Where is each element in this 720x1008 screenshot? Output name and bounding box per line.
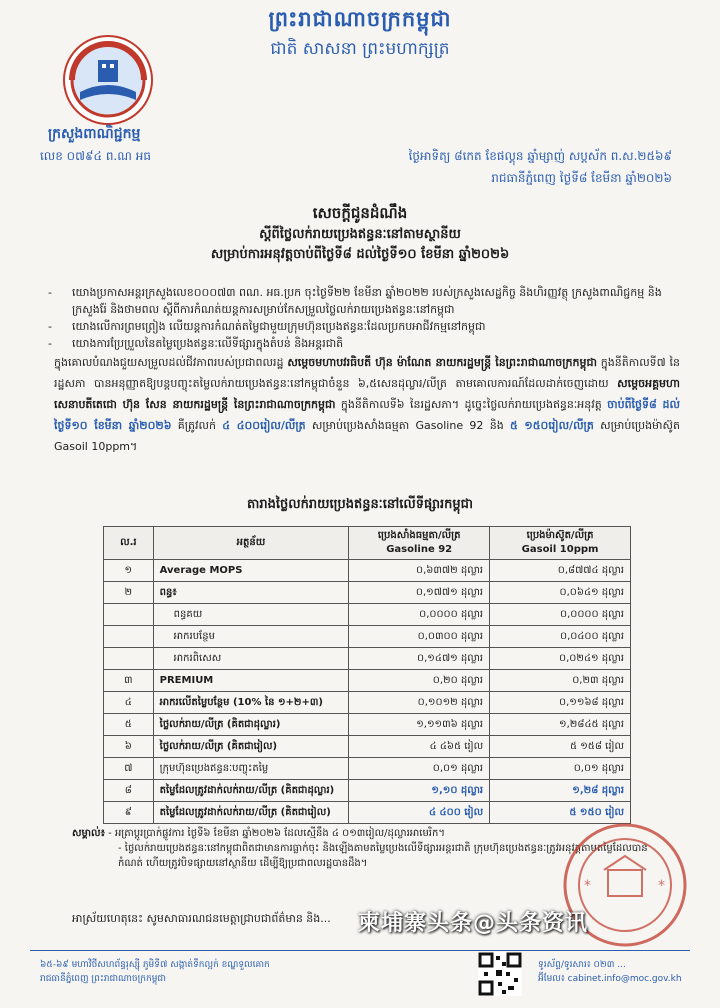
diesel-value: ០,២៣ ដុល្លារ <box>490 670 631 692</box>
notice-paragraph <box>54 352 680 457</box>
diesel-value: ០,០៦៤១ ដុល្លារ <box>490 582 631 604</box>
row-description: អាករលើតម្លៃបន្ថែម (10% នៃ ១+២+៣) <box>153 692 349 714</box>
table-row <box>104 626 631 648</box>
notes-label: សម្គាល់៖ <box>72 828 105 839</box>
footer-contact <box>538 958 698 986</box>
gasoline-value: ០,១០១២ ដុល្លារ <box>349 692 490 714</box>
note-text: - អត្រាប្តូរប្រាក់ផ្លូវការ ថ្ងៃទី៦ ខែមីនា ឆ្នាំ២០២៦ ដែលស្មើនឹង ៤ ០១៣រៀល/ដុល្លារអាមេរិក។ <box>108 828 445 839</box>
reference-number: លេខ ០៧៩៤ ព.ណ អធ <box>40 149 151 163</box>
watermark-text: 柬埔寨头条@头条资讯 <box>358 911 589 936</box>
gasoline-value: ១,១០ ដុល្លារ <box>349 780 490 802</box>
table-row <box>104 758 631 780</box>
reference-item: - យោងប្រកាសអន្តរក្រសួងលេខ០០០៧៣ ពណ. អធ.ប្រក ចុះថ្ងៃទី២២ ខែមីនា ឆ្នាំ២០២២ របស់ក្រសួងសេដ្ឋកិច្ច និងហិរញ្ញវត្ថុ ក្រសួងពាណិជ្ជកម្ម និងក្រសួងរ៉ែ និងថាមពល ស្តីពីការកំណត់យន្តការសម្រាប់កែសម្រួលថ្លៃលក់រាយប្រេងឥន្ធនៈនៅកម្ពុជា <box>42 284 682 318</box>
row-number: ៦ <box>104 736 154 758</box>
notice-subject: ស្តីពីថ្លៃលក់រាយប្រេងឥន្ធនៈនៅតាមស្ថានីយ <box>259 227 461 242</box>
table-title: តារាងថ្លៃលក់រាយប្រេងឥន្ធនៈនៅលើទីផ្សារកម្ពុជា <box>246 497 474 512</box>
table-row <box>104 560 631 582</box>
gasoline-value: ០,០៣០០ ដុល្លារ <box>349 626 490 648</box>
reference-list <box>42 284 682 352</box>
diesel-value: ០,០០០០ ដុល្លារ <box>490 604 631 626</box>
svg-text:*: * <box>658 878 665 894</box>
row-description: ពន្ធ៖ <box>153 582 349 604</box>
gasoline-value: ០,០០០០ ដុល្លារ <box>349 604 490 626</box>
reference-item: - យោងលើការព្រមព្រៀង លើយន្តការកំណត់តម្លៃជាមួយក្រុមហ៊ុនប្រេងឥន្ធនៈដែលប្រកបអាជីវកម្មនៅកម្ពុជា <box>42 318 682 335</box>
address-line-2: រាជធានីភ្នំពេញ ព្រះរាជាណាចក្រកម្ពុជា <box>40 974 166 984</box>
row-number: ៩ <box>104 802 154 824</box>
col-header-diesel <box>490 527 631 560</box>
diesel-value: ០,១១៦៨ ដុល្លារ <box>490 692 631 714</box>
solar-date: រាជធានីភ្នំពេញ ថ្ងៃទី៨ ខែមីនា ឆ្នាំ២០២៦ <box>491 171 672 185</box>
paragraph-text: គឺត្រូវលក់ <box>171 419 223 432</box>
row-description: អាករពិសេស <box>153 648 349 670</box>
national-motto: ជាតិ សាសនា ព្រះមហាក្សត្រ <box>270 39 450 59</box>
table-row <box>104 648 631 670</box>
footer-address <box>40 958 420 986</box>
diesel-value: ៥ ១៥៨ រៀល <box>490 736 631 758</box>
notice-period: សម្រាប់ការអនុវត្តចាប់ពីថ្ងៃទី៨ ដល់ថ្ងៃទី១០ ខែមីនា ឆ្នាំ២០២៦ <box>210 247 510 262</box>
table-row <box>104 670 631 692</box>
row-description: អាករបន្ថែម <box>153 626 349 648</box>
paragraph-bold: សម្តេចអគ្គមហាសេនាបតីតេជោ ហ៊ុន សែន នាយករដ្ឋមន្ត្រី នៃព្រះរាជាណាចក្រកម្ពុជា <box>54 377 680 411</box>
paragraph-text: ក្នុងនីតិកាលទី៦ នៃរដ្ឋសភា។ ដូច្នេះថ្លៃលក់រាយប្រេងឥន្ធនៈអនុវត្ត <box>335 398 608 411</box>
paragraph-text: សម្រាប់ប្រេងម៉ាស៊ូត Gasoil 10ppm។ <box>54 419 680 453</box>
table-row <box>104 582 631 604</box>
col-header-no: ល.រ <box>104 527 154 560</box>
row-number: ៧ <box>104 758 154 780</box>
table-row <box>104 736 631 758</box>
gasoline-header-en: Gasoline 92 <box>386 544 453 555</box>
paragraph-bold: សម្តេចមហាបវរធិបតី ហ៊ុន ម៉ាណែត នាយករដ្ឋមន្ត្រី នៃព្រះរាជាណាចក្រកម្ពុជា <box>287 356 597 369</box>
table-header-row <box>104 527 631 560</box>
col-header-description: អត្ថន័យ <box>153 527 349 560</box>
row-number <box>104 626 154 648</box>
diesel-value: ១,២៨៤៥ ដុល្លារ <box>490 714 631 736</box>
table-row <box>104 714 631 736</box>
diesel-value: ០,០១ ដុល្លារ <box>490 758 631 780</box>
row-description: PREMIUM <box>153 670 349 692</box>
diesel-price: ៥ ១៥០រៀល/លីត្រ <box>509 419 594 432</box>
lunar-date: ថ្ងៃអាទិត្យ ៨កេត ខែផល្គុន ឆ្នាំម្សាញ់ សប្តស័ក ព.ស.២៥៦៩ <box>408 149 672 163</box>
diesel-value: ០,០៤០០ ដុល្លារ <box>490 626 631 648</box>
gasoline-value: ០,០១ ដុល្លារ <box>349 758 490 780</box>
diesel-header-en: Gasoil 10ppm <box>521 544 599 555</box>
table-row <box>104 604 631 626</box>
row-number <box>104 648 154 670</box>
kingdom-heading: ព្រះរាជាណាចក្រកម្ពុជា <box>268 7 452 31</box>
gasoline-value: ០,៦៣៧២ ដុល្លារ <box>349 560 490 582</box>
paragraph-text: ក្នុងគោលបំណងជួយសម្រួលដល់ជីវភាពរបស់ប្រជាពលរដ្ឋ <box>54 356 288 369</box>
row-description: ពន្ធគយ <box>153 604 349 626</box>
gasoline-value: ១,១១៣៦ ដុល្លារ <box>349 714 490 736</box>
gasoline-value: ៤ ៤៦៥ រៀល <box>349 736 490 758</box>
table-row <box>104 692 631 714</box>
table-body <box>104 560 631 824</box>
ministry-name: ក្រសួងពាណិជ្ជកម្ម <box>48 126 141 142</box>
gasoline-value: ០,១៤៧១ ដុល្លារ <box>349 648 490 670</box>
row-description: ថ្លៃលក់រាយ/លីត្រ (គិតជារៀល) <box>153 736 349 758</box>
row-number: ៤ <box>104 692 154 714</box>
effective-period: ចាប់ពីថ្ងៃទី៨ ដល់ថ្ងៃទី១០ ខែមីនា ឆ្នាំ២០២៦ <box>54 398 680 432</box>
paragraph-text: ក្នុងនីតិកាលទី៧ នៃរដ្ឋសភា បានអនុញ្ញាតឱ្យបន្តបញ្ចុះតម្លៃលក់រាយប្រេងឥន្ធនៈនៅកម្ពុជាចំនួន ៦,៥សេនដុល្លារ/លីត្រ តាមគោលការណ៍ដែលដាក់ចេញដោយ <box>54 356 680 390</box>
reference-item: - យោងការប្រែប្រួលនៃតម្លៃប្រេងឥន្ធនៈលើទីផ្សារក្នុងតំបន់ និងអន្តរជាតិ <box>42 335 682 352</box>
row-number <box>104 604 154 626</box>
contact-email: អ៊ីមែល៖ cabinet.info@moc.gov.kh <box>538 974 682 984</box>
fuel-price-table <box>103 526 631 824</box>
table-row <box>104 780 631 802</box>
row-number: ៥ <box>104 714 154 736</box>
qr-code-icon <box>478 952 522 996</box>
diesel-value: ៥ ១៥០ រៀល <box>490 802 631 824</box>
diesel-value: ១,២៨ ដុល្លារ <box>490 780 631 802</box>
row-description: តម្លៃដែលត្រូវដាក់លក់រាយ/លីត្រ (គិតជាដុល្លារ) <box>153 780 349 802</box>
gasoline-value: ០,១៧៧១ ដុល្លារ <box>349 582 490 604</box>
row-number: ២ <box>104 582 154 604</box>
row-description: ក្រុមហ៊ុនប្រេងឥន្ធនៈបញ្ចុះតម្លៃ <box>153 758 349 780</box>
svg-text:*: * <box>584 878 591 894</box>
row-number: ១ <box>104 560 154 582</box>
paragraph-text: សម្រាប់ប្រេងសាំងធម្មតា Gasoline 92 និង <box>305 419 510 432</box>
row-number: ៣ <box>104 670 154 692</box>
address-line-1: ៦៥-៦៩ មហាវិថីសហព័ន្ធរុស្ស៊ី ភូមិទី៧ សង្កាត់ទឹកល្អក់ ខណ្ឌទួលគោក <box>40 960 270 970</box>
diesel-value: ០,០២៤១ ដុល្លារ <box>490 648 631 670</box>
col-header-gasoline <box>349 527 490 560</box>
gasoline-price: ៤ ៤០០រៀល/លីត្រ <box>222 419 306 432</box>
row-description: Average MOPS <box>153 560 349 582</box>
contact-phone: ទូរស័ព្ទ/ទូរសារ៖ ០២៣ ... <box>538 960 626 970</box>
gasoline-header-kh: ប្រេងសាំងធម្មតា/លីត្រ <box>377 530 461 541</box>
gasoline-value: ០,២០ ដុល្លារ <box>349 670 490 692</box>
diesel-value: ០,៨៧៧៤ ដុល្លារ <box>490 560 631 582</box>
diesel-header-kh: ប្រេងម៉ាស៊ូត/លីត្រ <box>526 530 594 541</box>
row-description: តម្លៃដែលត្រូវដាក់លក់រាយ/លីត្រ (គិតជារៀល) <box>153 802 349 824</box>
ministry-logo-icon <box>62 34 154 126</box>
row-number: ៨ <box>104 780 154 802</box>
notice-title: សេចក្តីជូនដំណឹង <box>312 204 408 222</box>
closing-text: អាស្រ័យហេតុនេះ សូមសាធារណជនមេត្តាជ្រាបជាព័ត៌មាន និង... <box>72 912 331 925</box>
note-line-2: - ថ្លៃលក់រាយប្រេងឥន្ធនៈនៅកម្ពុជាពិតជាមានការធ្លាក់ចុះ និងឡើងតាមតម្លៃប្រេងលើទីផ្សារអន្តរជាតិ ក្រុមហ៊ុនប្រេងឥន្ធនៈត្រូវអនុវត្តតាមតម្លៃដែលបានកំណត់ ហើយត្រូវបិទផ្សាយនៅស្ថានីយ ដើម្បីឱ្យប្រជាពលរដ្ឋបានដឹង។ <box>118 843 648 869</box>
row-description: ថ្លៃលក់រាយ/លីត្រ (គិតជាដុល្លារ) <box>153 714 349 736</box>
gasoline-value: ៤ ៤០០ រៀល <box>349 802 490 824</box>
table-row <box>104 802 631 824</box>
footer-divider <box>30 950 690 951</box>
